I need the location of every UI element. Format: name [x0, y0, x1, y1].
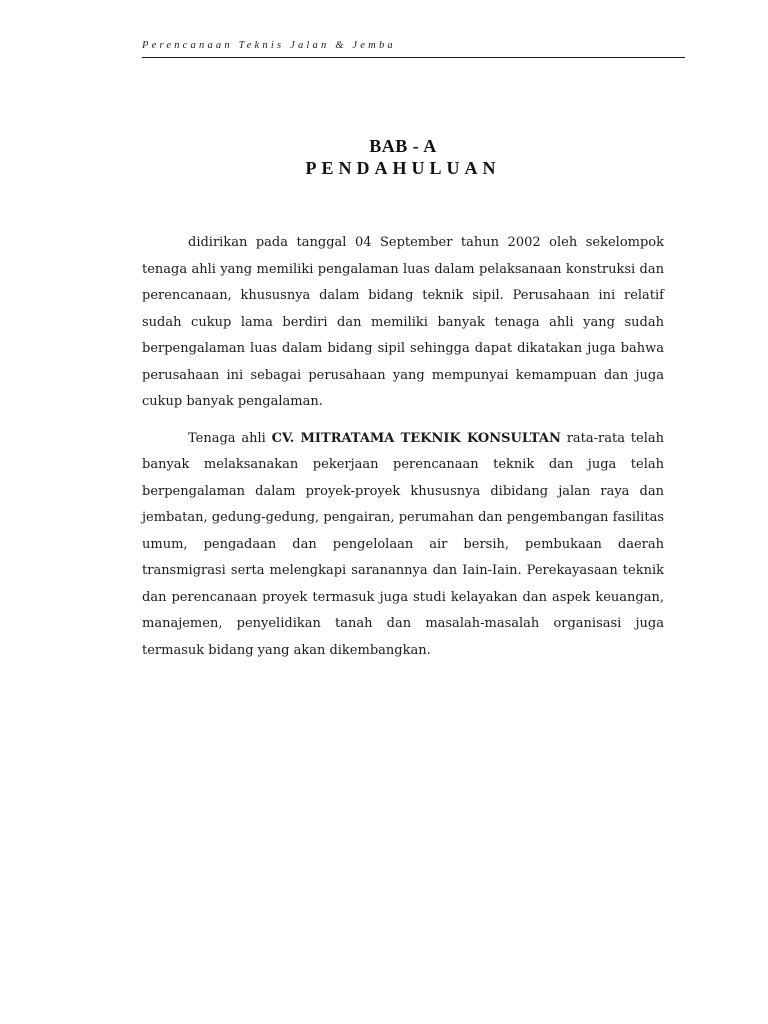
paragraph-2-lead: Tenaga ahli: [188, 430, 272, 446]
running-header: Perencanaan Teknis Jalan & Jemba: [142, 40, 396, 51]
chapter-title: PENDAHULUAN: [305, 158, 501, 178]
body-text: [142, 230, 664, 674]
paragraph-2-rest: rata-rata telah banyak melaksanakan pekerjaan perencanaan teknik dan juga telah berpengalaman dalam proyek-proyek khususnya dibidang jalan raya dan jembatan, gedung-gedung, pengairan, perumahan dan pengembangan fasilitas umum, pengadaan dan pengelolaan air bersih, pembukaan daerah transmigrasi serta melengkapi saranannya dan Iain-Iain. Perekayasaan teknik dan perencanaan proyek termasuk juga studi kelayakan dan aspek keuangan, manajemen, penyelidikan tanah dan masalah-masalah organisasi juga termasuk bidang yang akan dikembangkan.: [142, 430, 664, 658]
paragraph-2: [142, 426, 664, 665]
company-name: CV. MITRATAMA TEKNIK KONSULTAN: [271, 430, 561, 446]
chapter-number: BAB - A: [369, 136, 437, 156]
header-rule: [142, 57, 685, 58]
paragraph-1: didirikan pada tanggal 04 September tahun 2002 oleh sekelompok tenaga ahli yang memiliki pengalaman luas dalam pelaksanaan konstruksi dan perencanaan, khususnya dalam bidang teknik sipil. Perusahaan ini relatif sudah cukup lama berdiri dan memiliki banyak tenaga ahli yang sudah berpengalaman luas dalam bidang sipil sehingga dapat dikatakan juga bahwa perusahaan ini sebagai perusahaan yang mempunyai kemampuan dan juga cukup banyak pengalaman.: [142, 235, 664, 409]
